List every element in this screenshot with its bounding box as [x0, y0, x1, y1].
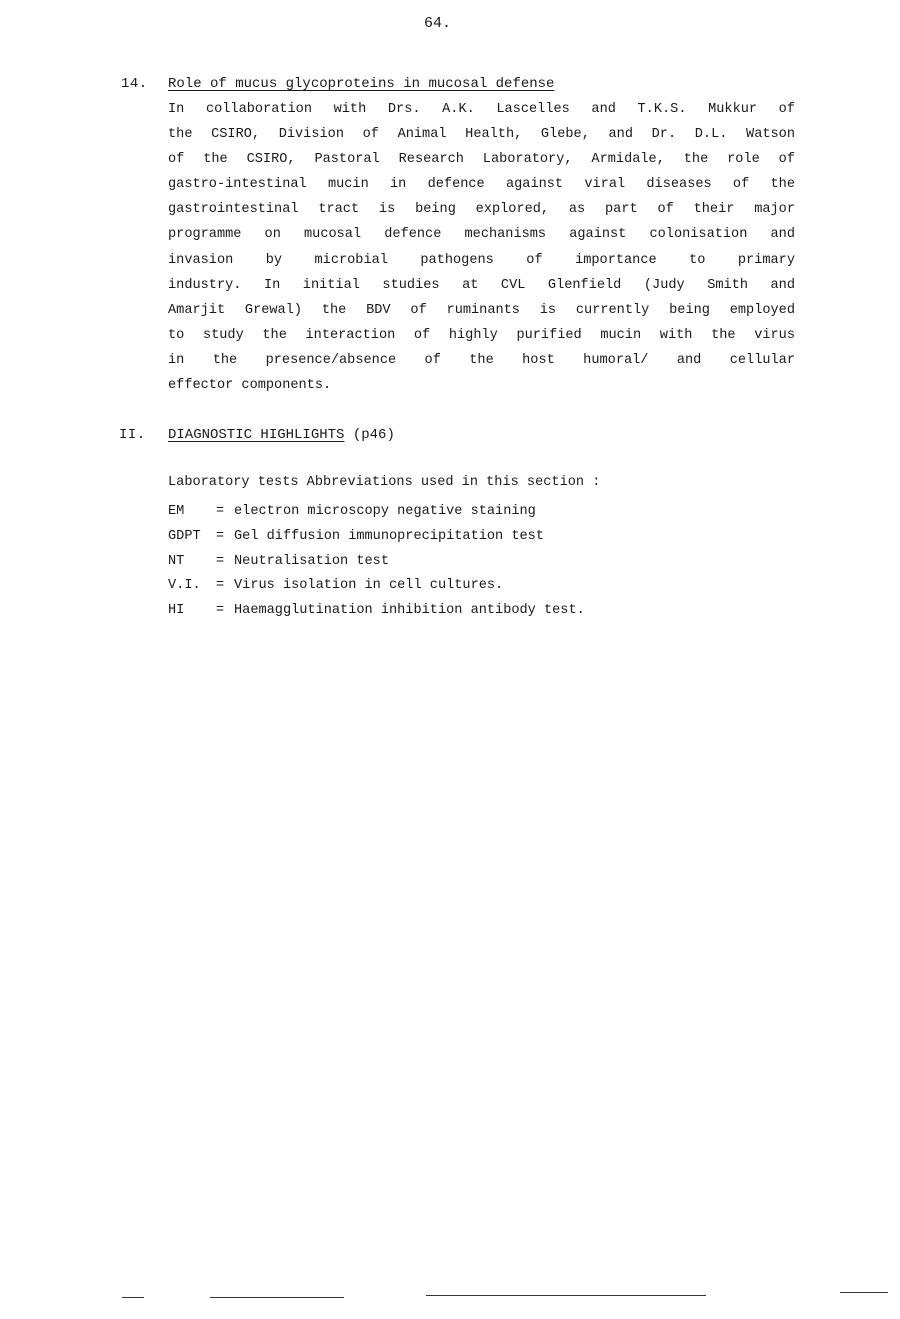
paragraph-line: gastro-intestinal mucin in defence against viral diseases of the [168, 177, 795, 193]
equals-sign: = [216, 578, 225, 594]
paragraph-line: of the CSIRO, Pastoral Research Laboratory, Armidale, the role of [168, 152, 795, 168]
page-number: 64. [424, 15, 452, 32]
abbreviation-meaning: electron microscopy negative staining [234, 504, 536, 519]
scan-rule [426, 1295, 706, 1296]
paragraph-line: industry. In initial studies at CVL Glenfield (Judy Smith and [168, 277, 795, 293]
abbreviations-intro: Laboratory tests Abbreviations used in this section : [168, 475, 601, 490]
abbreviation-code: EM [168, 504, 185, 519]
abbreviation-code: GDPT [168, 528, 201, 544]
paragraph-line: In collaboration with Drs. A.K. Lascelles and T.K.S. Mukkur of [168, 102, 795, 117]
section-14-title: Role of mucus glycoproteins in mucosal defense [168, 76, 555, 92]
abbreviations-list [168, 500, 585, 624]
abbreviation-meaning: Haemagglutination inhibition antibody test. [234, 603, 585, 619]
abbreviation-row [168, 574, 585, 599]
abbreviation-row [168, 500, 585, 525]
abbreviation-meaning: Neutralisation test [234, 553, 389, 569]
abbreviation-code: NT [168, 553, 185, 569]
abbreviation-meaning: Virus isolation in cell cultures. [234, 578, 504, 594]
equals-sign: = [216, 528, 225, 544]
scan-rule [840, 1292, 888, 1293]
paragraph-line: invasion by microbial pathogens of importance to primary [168, 252, 795, 268]
paragraph-line: programme on mucosal defence mechanisms against colonisation and [168, 227, 795, 243]
abbreviation-row [168, 525, 585, 550]
equals-sign: = [216, 603, 225, 619]
paragraph-line: in the presence/absence of the host humoral/ and cellular [168, 352, 795, 368]
section-2-number: II. [119, 427, 146, 443]
paragraph-line: to study the interaction of highly purified mucin with the virus [168, 327, 795, 343]
scan-rule [122, 1297, 144, 1298]
abbreviation-row [168, 550, 585, 575]
abbreviation-row [168, 599, 585, 624]
abbreviation-meaning: Gel diffusion immunoprecipitation test [234, 528, 544, 544]
paragraph-line: effector components. [168, 378, 332, 394]
abbreviation-code: HI [168, 603, 185, 619]
section-14-paragraph [168, 97, 795, 398]
scan-rule [210, 1297, 344, 1298]
paragraph-line: Amarjit Grewal) the BDV of ruminants is currently being employed [168, 302, 795, 318]
section-2-title: DIAGNOSTIC HIGHLIGHTS [168, 427, 345, 443]
paragraph-line: gastrointestinal tract is being explored, as part of their major [168, 202, 795, 218]
section-14-number: 14. [121, 76, 148, 92]
section-2-page-ref: (p46) [352, 427, 395, 443]
equals-sign: = [216, 504, 225, 519]
equals-sign: = [216, 553, 225, 569]
paragraph-line: the CSIRO, Division of Animal Health, Glebe, and Dr. D.L. Watson [168, 127, 795, 143]
section-2-heading [168, 427, 395, 443]
abbreviation-code: V.I. [168, 578, 201, 594]
